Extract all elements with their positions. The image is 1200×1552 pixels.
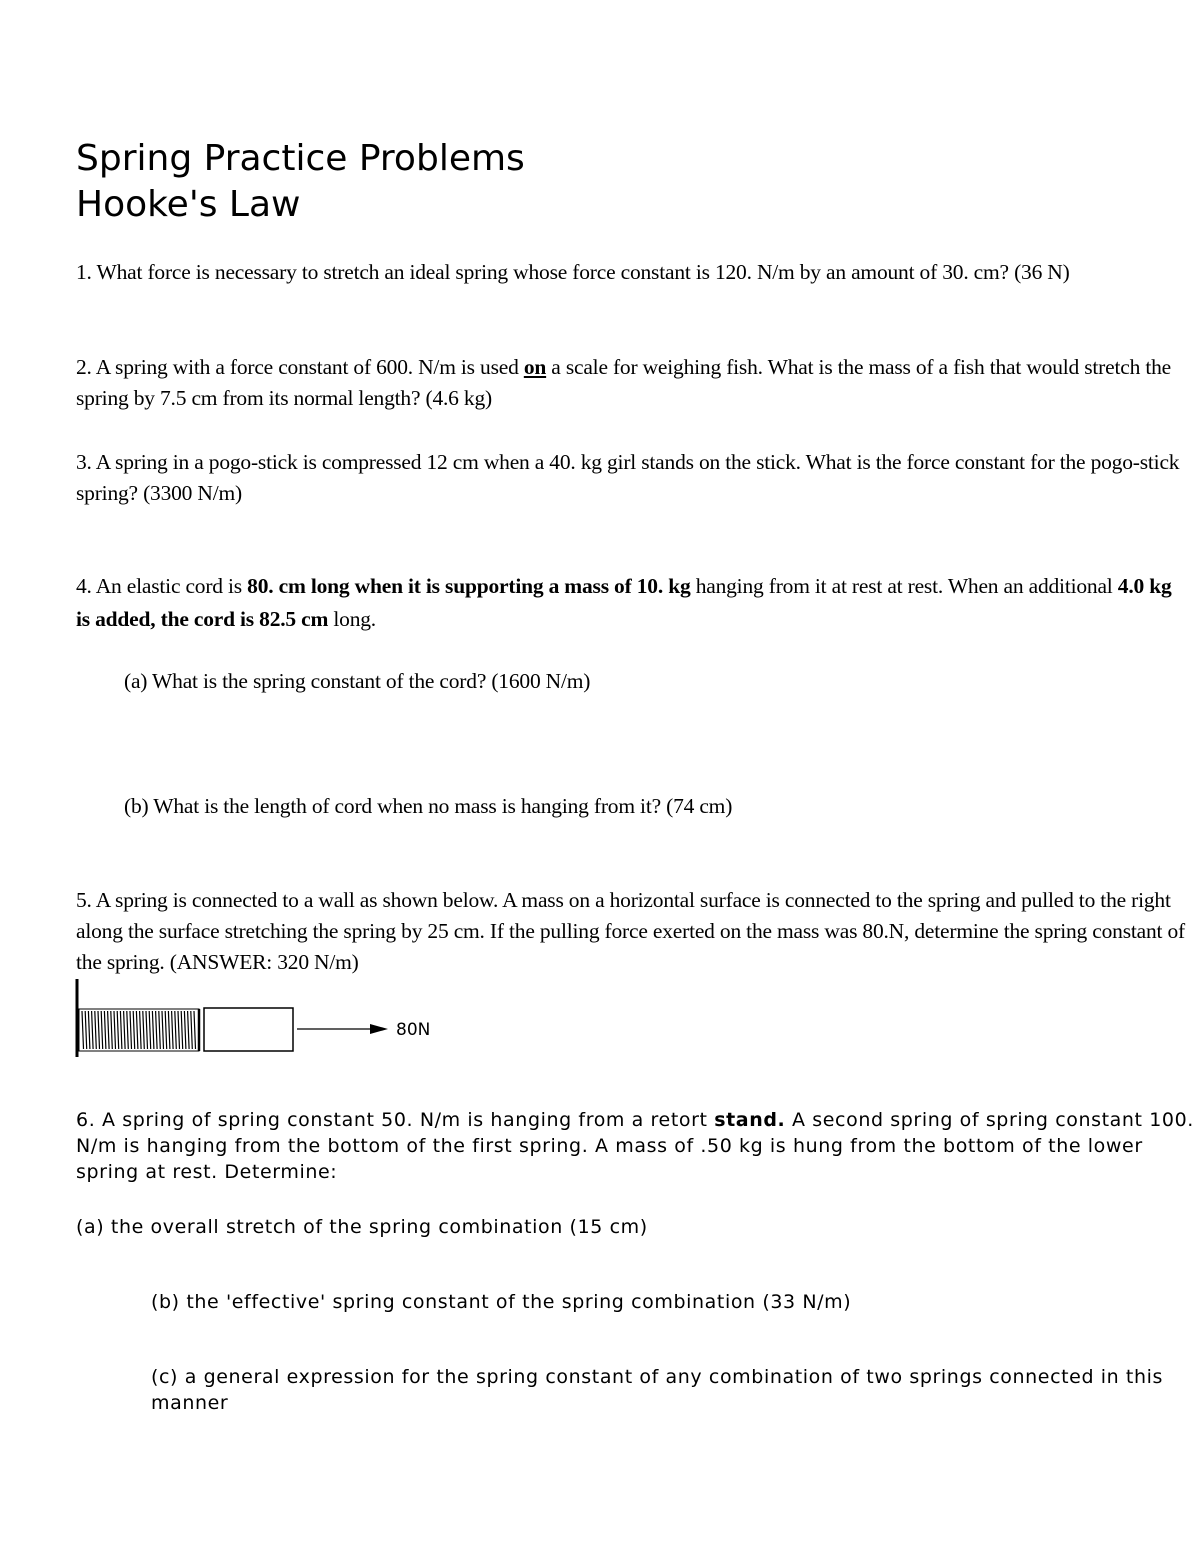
question-1: 1. What force is necessary to stretch an ideal spring whose force constant is 120. N/m by an amount of 30. cm? (36 N)	[76, 260, 1070, 284]
question-2-underlined-word: on	[523, 355, 547, 379]
arrowhead-icon	[370, 1024, 388, 1034]
page-title	[76, 136, 525, 228]
question-6b: (b) the 'effective' spring constant of the spring combination (33 N/m)	[151, 1291, 852, 1313]
title-line-1: Spring Practice Problems	[76, 138, 525, 179]
question-4b: (b) What is the length of cord when no mass is hanging from it? (74 cm)	[124, 794, 733, 818]
spring-mass-diagram	[70, 975, 450, 1063]
question-4	[76, 570, 1176, 636]
title-line-2: Hooke's Law	[76, 184, 301, 225]
question-6c: (c) a general expression for the spring constant of any combination of two springs connected in this manner	[151, 1366, 1164, 1414]
question-4-bold-b: 4.0 kg is added, the cord is 82.5 cm	[76, 574, 1172, 631]
question-4a: (a) What is the spring constant of the cord? (1600 N/m)	[124, 669, 591, 693]
question-4-bold-a: 80. cm long when it is supporting a mass of 10. kg	[247, 574, 691, 598]
question-4-text-c: long.	[328, 607, 376, 631]
question-2-text-b: a scale for weighing fish. What is the mass of a fish that would stretch the spring by 7.5 cm from its normal length? (4.6 kg)	[76, 355, 1171, 410]
mass-block	[204, 1008, 293, 1051]
question-6a: (a) the overall stretch of the spring combination (15 cm)	[76, 1216, 648, 1238]
question-2	[76, 352, 1200, 414]
force-label: 80N	[396, 1020, 431, 1040]
question-5: 5. A spring is connected to a wall as shown below. A mass on a horizontal surface is connected to the spring and pulled to the right along the surface stretching the spring by 25 cm. If the pulling force exerted on the mass was 80.N, determine the spring constant of the spring. (ANSWER: 320 N/m)	[76, 888, 1185, 974]
question-3: 3. A spring in a pogo-stick is compressed 12 cm when a 40. kg girl stands on the stick. What is the force constant for the pogo-stick spring? (3300 N/m)	[76, 450, 1180, 505]
question-6-bold: stand.	[714, 1109, 786, 1131]
question-4-text-a: 4. An elastic cord is	[76, 574, 248, 598]
question-6-text-a: 6. A spring of spring constant 50. N/m is hanging from a retort	[76, 1109, 715, 1131]
question-4-text-b: hanging from it at rest at rest. When an additional	[690, 574, 1118, 598]
question-2-text-a: 2. A spring with a force constant of 600. N/m is used	[76, 355, 524, 379]
spring-coil-icon	[79, 1009, 199, 1051]
question-6-text-b: A second spring of spring constant 100. N/m is hanging from the bottom of the first spring. A mass of .50 kg is hung from the bottom of the lower spring at rest. Determine:	[76, 1109, 1194, 1183]
question-6	[76, 1107, 1200, 1185]
